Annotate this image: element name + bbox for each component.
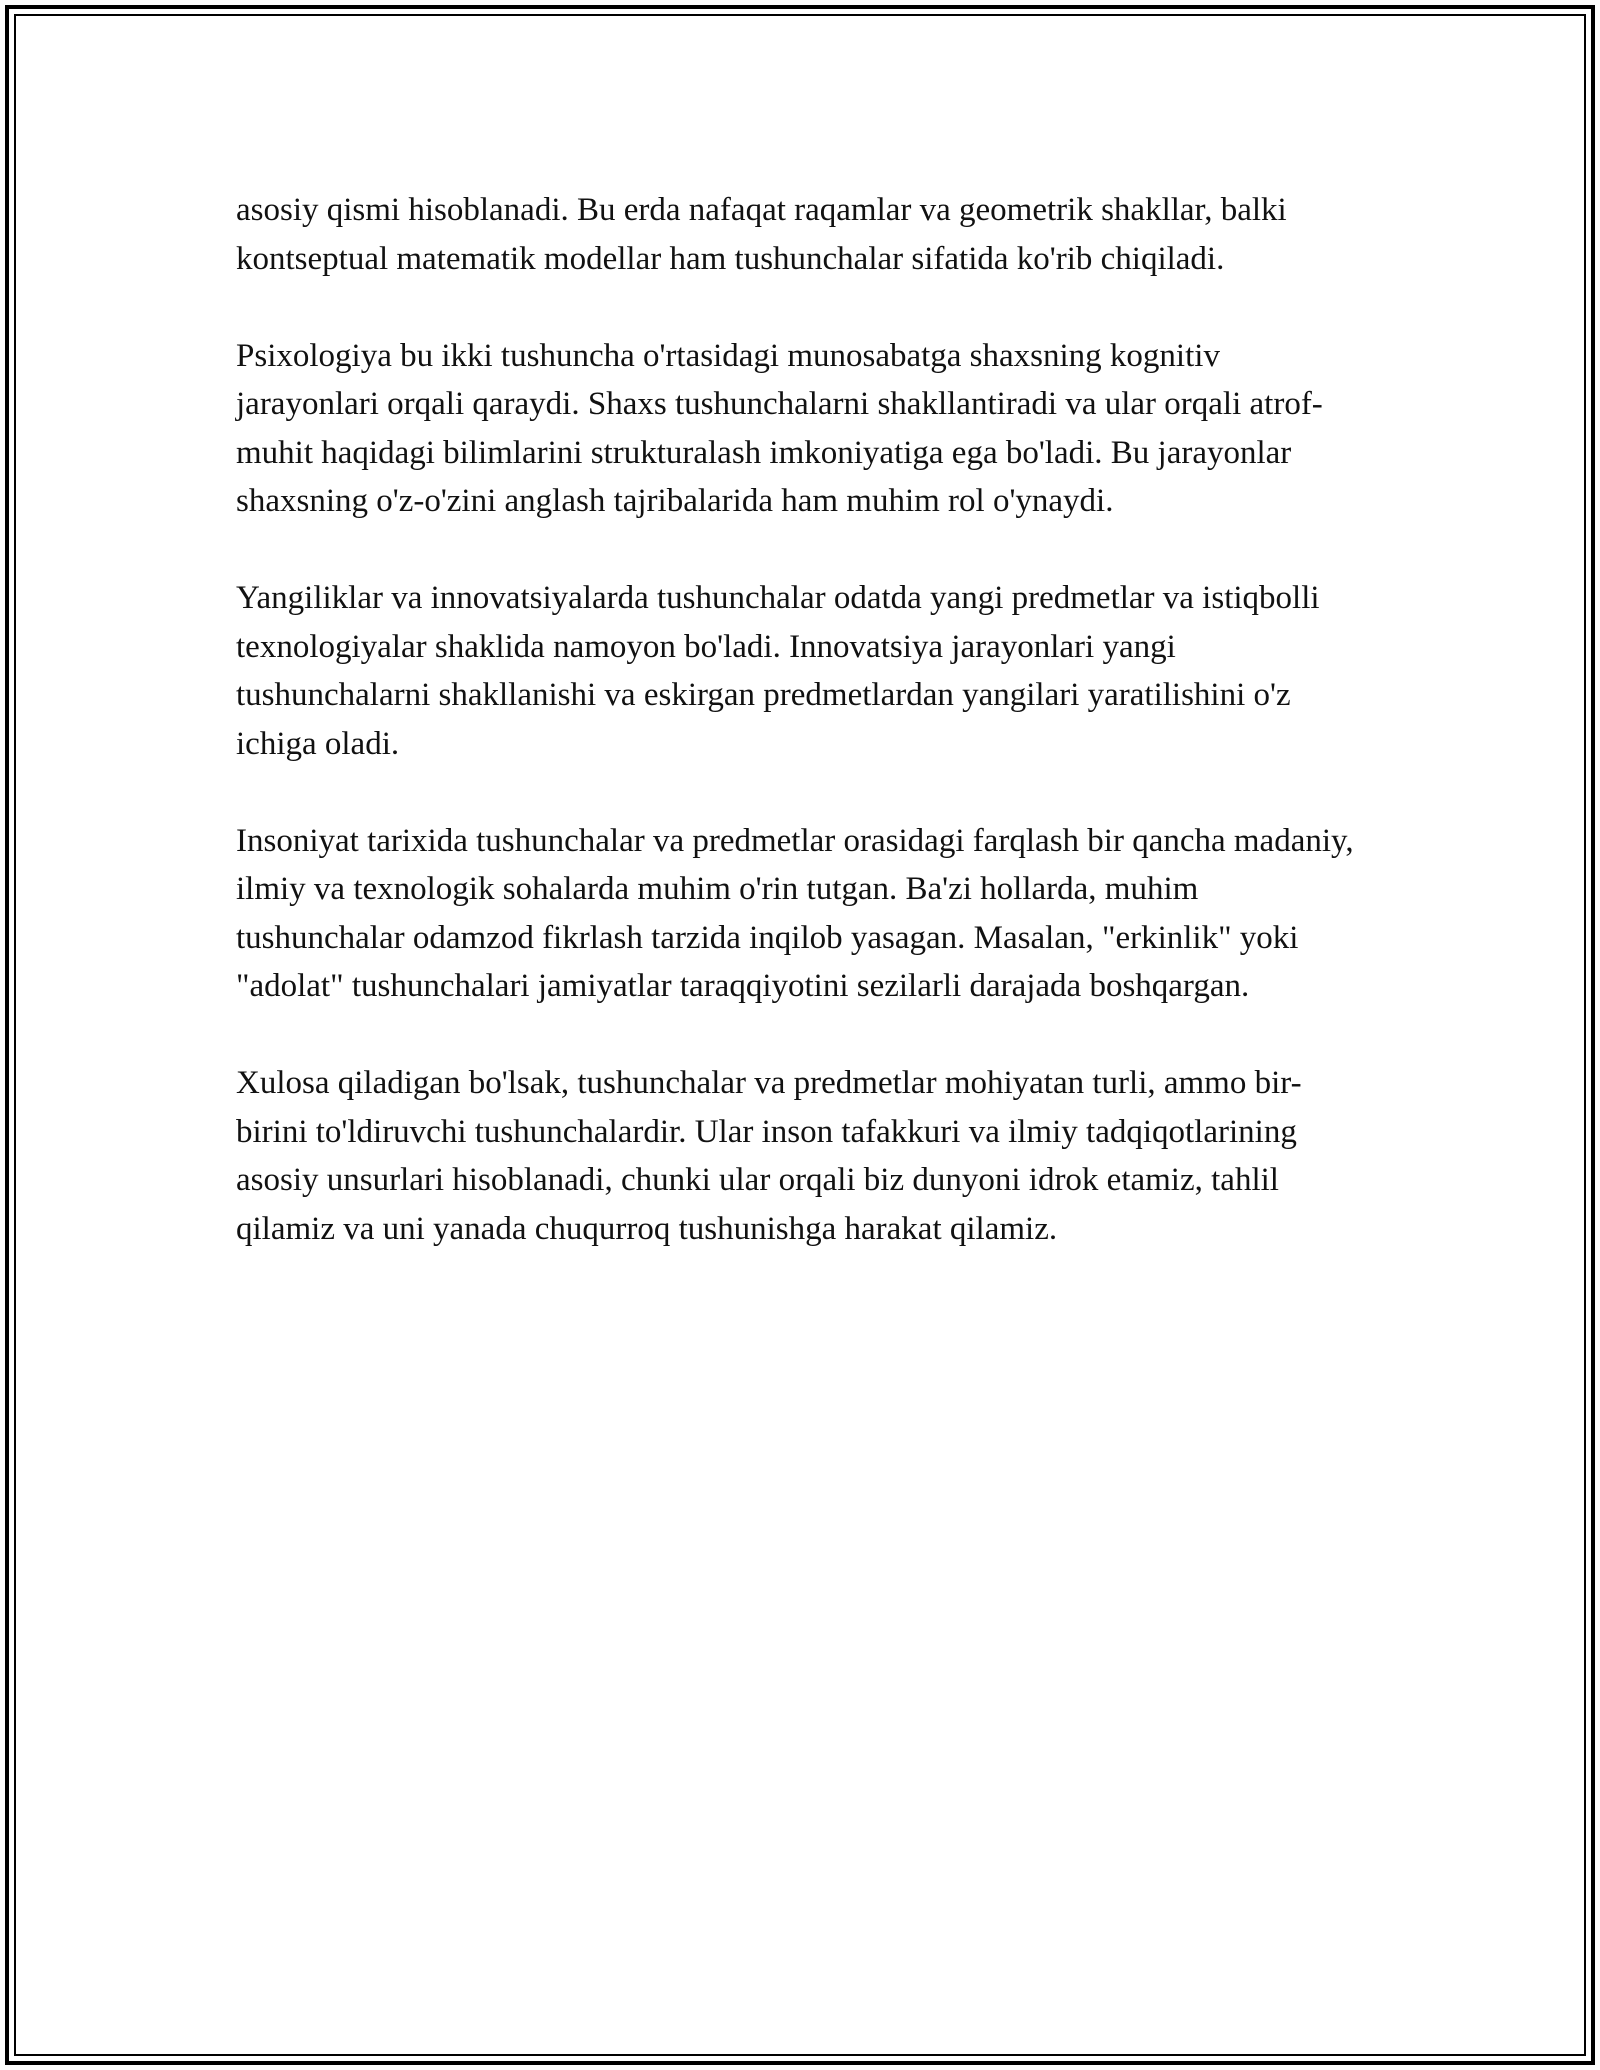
paragraph-innovation: Yangiliklar va innovatsiyalarda tushunchalar odatda yangi predmetlar va istiqbolli texnologiyalar shaklida namoyon bo'ladi. Innovatsiya jarayonlari yangi tushunchalarni shakllanishi va eskirgan predmetlardan yangilari yaratilishini o'z ichiga oladi. [236, 580, 1320, 762]
paragraph-conclusion: Xulosa qiladigan bo'lsak, tushunchalar va predmetlar mohiyatan turli, ammo bir-birini to'ldiruvchi tushunchalardir. Ular inson tafakkuri va ilmiy tadqiqotlarining asosiy unsurlari hisoblanadi, chunki ular orqali biz dunyoni idrok etamiz, tahlil qilamiz va uni yanada chuqurroq tushunishga harakat qilamiz. [236, 1065, 1302, 1247]
paragraph-mathematics: asosiy qismi hisoblanadi. Bu erda nafaqat raqamlar va geometrik shakllar, balki kontseptual matematik modellar ham tushunchalar sifatida ko'rib chiqiladi. [236, 192, 1287, 277]
document-body [236, 186, 1366, 1253]
paragraph-psychology: Psixologiya bu ikki tushuncha o'rtasidagi munosabatga shaxsning kognitiv jarayonlari orqali qaraydi. Shaxs tushunchalarni shakllantiradi va ular orqali atrof-muhit haqidagi bilimlarini strukturalash imkoniyatiga ega bo'ladi. Bu jarayonlar shaxsning o'z-o'zini anglash tajribalarida ham muhim rol o'ynaydi. [236, 337, 1323, 519]
paragraph-history: Insoniyat tarixida tushunchalar va predmetlar orasidagi farqlash bir qancha madaniy, ilmiy va texnologik sohalarda muhim o'rin tutgan. Ba'zi hollarda, muhim tushunchalar odamzod fikrlash tarzida inqilob yasagan. Masalan, "erkinlik" yoki "adolat" tushunchalari jamiyatlar taraqqiyotini sezilarli darajada boshqargan. [236, 822, 1354, 1004]
